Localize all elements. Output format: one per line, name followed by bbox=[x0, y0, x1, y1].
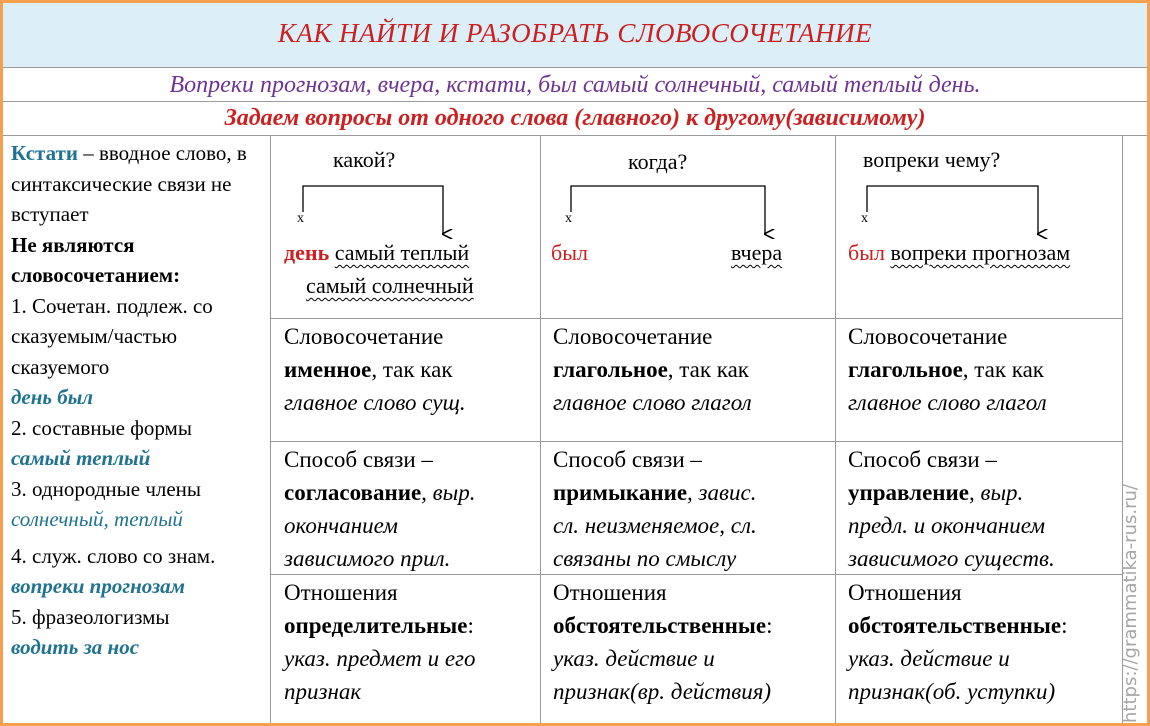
left-item-1-example: день был bbox=[11, 385, 94, 409]
col1-question: какой? bbox=[333, 147, 396, 172]
left-item-5: 5. фразеологизмы bbox=[11, 604, 170, 629]
col2-x-mark: х bbox=[565, 211, 572, 226]
arrow-col1 bbox=[303, 186, 443, 234]
col1-phrase: день самый теплый bbox=[284, 240, 470, 265]
left-item-2: 2. составные формы bbox=[11, 415, 192, 440]
col2-dep-word: вчера bbox=[731, 240, 783, 265]
col3-link-cell: Способ связи – управление, выр. предл. и окончанием зависимого существ. bbox=[848, 447, 1055, 571]
col1-phrase-2: самый солнечный bbox=[306, 273, 474, 298]
left-item-2-example: самый теплый bbox=[11, 446, 151, 470]
col2-link-cell: Способ связи – примыкание, завис. сл. неизменяемое, сл. связаны по смыслу bbox=[553, 447, 757, 571]
col2-main-word: был bbox=[551, 240, 588, 265]
example-sentence: Вопреки прогнозам, вчера, кстати, был самый солнечный, самый теплый день. bbox=[169, 72, 981, 98]
page-title: КАК НАЙТИ И РАЗОБРАТЬ СЛОВОСОЧЕТАНИЕ bbox=[277, 18, 873, 48]
col1-link-cell: Способ связи – согласование, выр. окончанием зависимого прил. bbox=[284, 447, 476, 571]
col1-type-cell: Словосочетание именное, так как главное слово сущ. bbox=[284, 324, 466, 415]
watermark bbox=[1113, 443, 1150, 723]
left-item-5-example: водить за нос bbox=[11, 635, 140, 659]
left-item-3: 3. однородные члены bbox=[11, 476, 202, 501]
watermark-text: https://grammatika-rus.ru/ bbox=[1120, 484, 1141, 723]
left-item-4: 4. служ. слово со знам. вопреки прогнозам bbox=[11, 543, 216, 598]
col2-type-cell: Словосочетание глагольное, так как главное слово глагол bbox=[553, 324, 752, 415]
arrow-col2 bbox=[571, 186, 765, 234]
left-item-1: 1. Сочетан. подлеж. со сказуемым/частью сказуемого bbox=[11, 293, 213, 379]
col2-relation-cell: Отношения обстоятельственные: указ. действие и признак(вр. действия) bbox=[553, 580, 773, 704]
col1-relation-cell: Отношения определительные: указ. предмет и его признак bbox=[284, 580, 476, 704]
col1-x-mark: х bbox=[297, 211, 304, 226]
left-item-3-example: солнечный, теплый bbox=[11, 507, 183, 531]
col3-type-cell: Словосочетание глагольное, так как главное слово глагол bbox=[848, 324, 1047, 415]
col3-phrase: был вопреки прогнозам bbox=[848, 240, 1071, 265]
arrow-col3 bbox=[867, 186, 1038, 234]
col3-relation-cell: Отношения обстоятельственные: указ. действие и признак(об. уступки) bbox=[848, 580, 1068, 704]
col2-question: когда? bbox=[628, 149, 688, 174]
not-phrases-heading: Не являются словосочетанием: bbox=[11, 232, 181, 287]
col3-question: вопреки чему? bbox=[863, 147, 1001, 172]
instruction-text: Задаем вопросы от одного слова (главного) к другому(зависимому) bbox=[224, 105, 926, 131]
col3-x-mark: х bbox=[861, 211, 868, 226]
kstati-note: Кстати – вводное слово, в синтаксические связи не вступает bbox=[11, 141, 247, 226]
